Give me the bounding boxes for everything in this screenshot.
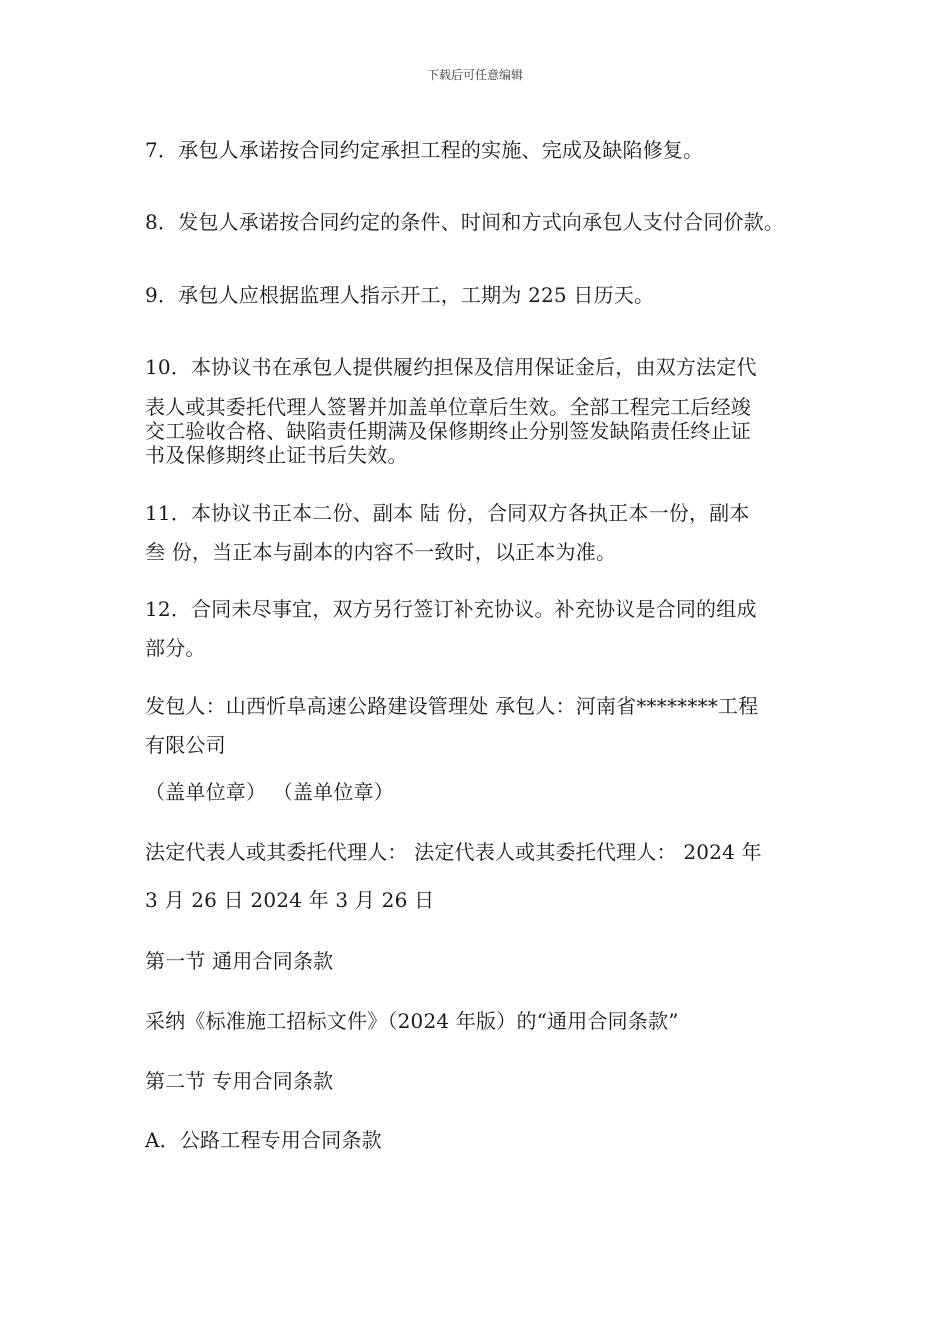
clause-12-line-1: 12．合同未尽事宜，双方另行签订补充协议。补充协议是合同的组成: [145, 597, 757, 621]
clause-8: 8．发包人承诺按合同约定的条件、时间和方式向承包人支付合同价款。: [145, 210, 785, 234]
section-1-title: 第一节 通用合同条款: [145, 949, 334, 973]
clause-10-line-2: 表人或其委托代理人签署并加盖单位章后生效。全部工程完工后经竣: [145, 395, 751, 419]
clause-10-line-1: 10．本协议书在承包人提供履约担保及信用保证金后，由双方法定代: [145, 355, 757, 379]
clause-11-line-1: 11．本协议书正本二份、副本 陆 份，合同双方各执正本一份，副本: [145, 501, 750, 525]
clause-10-line-3: 交工验收合格、缺陷责任期满及保修期终止分别签发缺陷责任终止证: [145, 419, 751, 443]
signature-parties-line-1: 发包人：山西忻阜高速公路建设管理处 承包人：河南省********工程: [145, 694, 759, 718]
signature-representatives: 法定代表人或其委托代理人： 法定代表人或其委托代理人： 2024 年: [145, 840, 762, 864]
signature-parties-line-2: 有限公司: [145, 733, 226, 757]
clause-12-line-2: 部分。: [145, 636, 206, 660]
section-1-body: 采纳《标准施工招标文件》（2024 年版）的“通用合同条款”: [145, 1009, 679, 1033]
clause-9: 9．承包人应根据监理人指示开工，工期为 225 日历天。: [145, 283, 655, 307]
section-2-subtitle: A．公路工程专用合同条款: [145, 1128, 382, 1152]
clause-10-line-4: 书及保修期终止证书后失效。: [145, 443, 408, 467]
page-header: 下载后可任意编辑: [426, 68, 523, 82]
signature-seals: （盖单位章） （盖单位章）: [145, 780, 394, 804]
clause-7: 7．承包人承诺按合同约定承担工程的实施、完成及缺陷修复。: [145, 138, 704, 162]
signature-dates: 3 月 26 日 2024 年 3 月 26 日: [145, 888, 435, 912]
clause-11-line-2: 叁 份，当正本与副本的内容不一致时，以正本为准。: [145, 540, 617, 564]
section-2-title: 第二节 专用合同条款: [145, 1069, 334, 1093]
